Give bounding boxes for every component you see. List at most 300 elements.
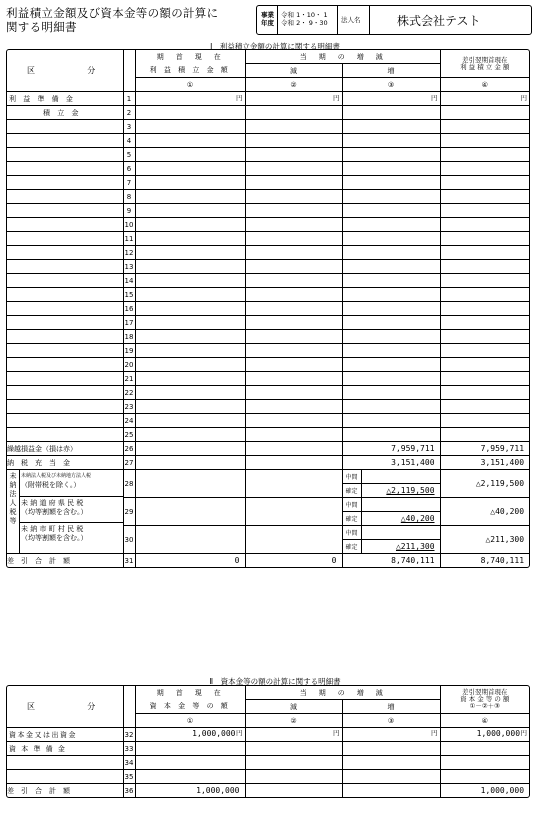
row-label [7, 386, 123, 400]
table-row [7, 316, 529, 330]
row30-chukan-label: 中間 [342, 526, 361, 540]
row-cell-3[interactable] [342, 218, 440, 232]
form-title-line1: 利益積立金額及び資本金等の額の計算に [6, 6, 219, 20]
kubun-header: 区 分 [7, 50, 123, 92]
row-cell-3[interactable] [342, 120, 440, 134]
row-label [7, 372, 123, 386]
row-no: 1 [123, 92, 135, 106]
row28-label: 未納法人税及び未納地方法人税 （附帯税を除く。） [21, 473, 92, 489]
row-cell-4[interactable] [440, 742, 529, 756]
row-cell-2[interactable] [245, 120, 342, 134]
row-label [7, 162, 123, 176]
row-cell-1[interactable] [135, 232, 245, 246]
row-cell-4[interactable] [440, 190, 529, 204]
row-cell-2[interactable] [245, 106, 342, 120]
row-cell-3[interactable] [342, 176, 440, 190]
section1-table [6, 49, 530, 568]
row27-no: 27 [123, 456, 135, 470]
row-cell-3[interactable] [342, 400, 440, 414]
row-label: 資 本 準 備 金 [7, 742, 123, 756]
yen-unit: 円 [236, 94, 243, 102]
table-row [7, 274, 529, 288]
table-row [7, 148, 529, 162]
row-no: 7 [123, 176, 135, 190]
row-label [7, 330, 123, 344]
row-cell-1[interactable] [135, 400, 245, 414]
row-label [7, 288, 123, 302]
row-label [7, 120, 123, 134]
table-row [7, 428, 529, 442]
period-to: 令和 2・ 9・30 [281, 19, 328, 27]
row-cell-3[interactable] [342, 316, 440, 330]
row-cell-4[interactable] [440, 756, 529, 770]
table-row [7, 742, 529, 756]
row-cell-4[interactable] [440, 260, 529, 274]
row-label [7, 176, 123, 190]
row-no: 25 [123, 428, 135, 442]
row-cell-1[interactable] [135, 274, 245, 288]
row-label: 利 益 準 備 金 [7, 92, 123, 106]
row29-c4[interactable]: △40,200 [440, 498, 529, 526]
row-cell-1[interactable] [135, 428, 245, 442]
table-row [7, 330, 529, 344]
row-cell-4[interactable] [440, 246, 529, 260]
row-cell-4[interactable] [440, 344, 529, 358]
s2-opening-header-1: 期 首 現 在 [135, 686, 245, 700]
row30-kakutei-label: 確定 [342, 540, 361, 554]
yen-unit: 円 [431, 729, 438, 737]
period-field[interactable] [281, 11, 328, 27]
row-no: 24 [123, 414, 135, 428]
row-cell-1[interactable] [135, 134, 245, 148]
s2-closing-header: 差引翌期首現在 資 本 金 等 の 額 ①－②＋③ [440, 686, 529, 714]
row-cell-2[interactable] [245, 302, 342, 316]
row-no: 34 [123, 756, 135, 770]
increase-header: 増 [342, 64, 440, 78]
row-cell-2[interactable] [245, 274, 342, 288]
s2-kubun-header: 区 分 [7, 686, 123, 728]
row-cell-2[interactable] [245, 770, 342, 784]
s2-opening-header-2: 資 本 金 等 の 額 [135, 700, 245, 714]
row-no: 10 [123, 218, 135, 232]
circ-2: ② [245, 78, 342, 92]
row-cell-1[interactable] [135, 344, 245, 358]
row-cell-2[interactable] [245, 204, 342, 218]
row-cell-4[interactable] [440, 414, 529, 428]
row29-c2[interactable] [245, 498, 342, 526]
row27-c2[interactable] [245, 456, 342, 470]
row-cell-1[interactable] [135, 120, 245, 134]
row-cell-1[interactable] [135, 260, 245, 274]
row-no: 19 [123, 344, 135, 358]
row-no: 6 [123, 162, 135, 176]
table-row [7, 386, 529, 400]
opening-header-1: 期 首 現 在 [135, 50, 245, 64]
row-cell-2[interactable] [245, 232, 342, 246]
s2-circ-1: ① [135, 714, 245, 728]
change-header: 当 期 の 増 減 [245, 50, 440, 64]
table-row [7, 728, 529, 742]
row-label [7, 204, 123, 218]
row-cell-4[interactable] [440, 386, 529, 400]
row-cell-3[interactable] [342, 190, 440, 204]
row30-no: 30 [123, 526, 135, 554]
row31-c2[interactable]: 0 [245, 554, 342, 568]
row-cell-2[interactable] [245, 218, 342, 232]
row29-c1[interactable] [135, 498, 245, 526]
table-row [7, 400, 529, 414]
row30-chukan-value[interactable] [361, 526, 440, 540]
row-cell-1[interactable] [135, 190, 245, 204]
row-cell-1[interactable] [135, 742, 245, 756]
row-cell-4[interactable] [440, 106, 529, 120]
row-label [7, 218, 123, 232]
row31-c4[interactable]: 8,740,111 [440, 554, 529, 568]
row-cell-3[interactable] [342, 204, 440, 218]
row-no: 20 [123, 358, 135, 372]
row-label [7, 274, 123, 288]
table-row [7, 260, 529, 274]
yen-unit: 円 [520, 94, 528, 102]
row-cell-4[interactable] [440, 728, 529, 742]
table-row [7, 120, 529, 134]
s2-no-col-header [123, 686, 135, 728]
yen-unit: 円 [236, 729, 243, 737]
row26-label: 繰越損益金（損は赤） [7, 442, 123, 456]
row-cell-1[interactable] [135, 728, 245, 742]
row-label: 資本金又は出資金 [7, 728, 123, 742]
table-row [7, 302, 529, 316]
row-cell-2[interactable] [245, 400, 342, 414]
row-cell-1[interactable] [135, 92, 245, 106]
tax-side-label: 未 納 法 人 税 等 [7, 470, 20, 553]
row-cell-3[interactable] [342, 770, 440, 784]
header-box [256, 5, 532, 35]
row-cell-2[interactable] [245, 428, 342, 442]
row-cell-3[interactable] [342, 274, 440, 288]
row-cell-1[interactable] [135, 372, 245, 386]
amount-value: 1,000,000 [476, 729, 521, 738]
row28-kakutei-value[interactable]: △2,119,500 [361, 484, 440, 498]
s2-circ-4: ④ [440, 714, 529, 728]
row-cell-2[interactable] [245, 742, 342, 756]
row31-c1[interactable]: 0 [135, 554, 245, 568]
tax-group-cell [7, 470, 123, 554]
row29-chukan-label: 中間 [342, 498, 361, 512]
row-cell-1[interactable] [135, 162, 245, 176]
row-cell-4[interactable] [440, 274, 529, 288]
row-cell-4[interactable] [440, 134, 529, 148]
row28-c4[interactable]: △2,119,500 [440, 470, 529, 498]
row-cell-1[interactable] [135, 414, 245, 428]
row-cell-3[interactable] [342, 148, 440, 162]
row-label [7, 344, 123, 358]
row30-kakutei-value[interactable]: △211,300 [361, 540, 440, 554]
row-cell-2[interactable] [245, 728, 342, 742]
row-no: 16 [123, 302, 135, 316]
row26-c2[interactable] [245, 442, 342, 456]
row-cell-4[interactable] [440, 330, 529, 344]
s2-increase-header: 増 [342, 700, 440, 714]
row-cell-2[interactable] [245, 92, 342, 106]
row-cell-3[interactable] [342, 134, 440, 148]
row27-c1[interactable] [135, 456, 245, 470]
row-cell-4[interactable] [440, 204, 529, 218]
row-label [7, 134, 123, 148]
row-cell-1[interactable] [135, 176, 245, 190]
row-cell-3[interactable] [342, 742, 440, 756]
row-label [7, 148, 123, 162]
row36-c4[interactable]: 1,000,000 [440, 784, 529, 798]
row-no: 3 [123, 120, 135, 134]
row-cell-2[interactable] [245, 190, 342, 204]
jigyo-label: 事業 年度 [261, 11, 274, 27]
row-no: 11 [123, 232, 135, 246]
row36-c2[interactable] [245, 784, 342, 798]
row-cell-3[interactable] [342, 372, 440, 386]
row-cell-2[interactable] [245, 414, 342, 428]
row-cell-3[interactable] [342, 288, 440, 302]
period-from: 令和 1・10・ 1 [281, 11, 328, 19]
row-cell-4[interactable] [440, 770, 529, 784]
row-cell-2[interactable] [245, 358, 342, 372]
row27-c3[interactable]: 3,151,400 [342, 456, 440, 470]
row-cell-2[interactable] [245, 386, 342, 400]
row36-label: 差 引 合 計 額 [7, 784, 123, 798]
row-cell-2[interactable] [245, 344, 342, 358]
row-cell-1[interactable] [135, 770, 245, 784]
row26-c3[interactable]: 7,959,711 [342, 442, 440, 456]
row-no: 4 [123, 134, 135, 148]
table-row [7, 288, 529, 302]
row-cell-2[interactable] [245, 372, 342, 386]
row26-no: 26 [123, 442, 135, 456]
row-label: 積 立 金 [7, 106, 123, 120]
row-no: 14 [123, 274, 135, 288]
row27-label: 納 税 充 当 金 [7, 456, 123, 470]
row31-c3[interactable]: 8,740,111 [342, 554, 440, 568]
row29-kakutei-value[interactable]: △40,200 [361, 512, 440, 526]
row-cell-4[interactable] [440, 316, 529, 330]
row-label [7, 770, 123, 784]
row-no: 8 [123, 190, 135, 204]
row-no: 35 [123, 770, 135, 784]
row-cell-3[interactable] [342, 162, 440, 176]
row30-c4[interactable]: △211,300 [440, 526, 529, 554]
row-label [7, 358, 123, 372]
row-cell-3[interactable] [342, 302, 440, 316]
row28-c2[interactable] [245, 470, 342, 498]
row-cell-4[interactable] [440, 428, 529, 442]
row-label [7, 428, 123, 442]
s2-circ-3: ③ [342, 714, 440, 728]
row31-no: 31 [123, 554, 135, 568]
row-label [7, 400, 123, 414]
row-cell-1[interactable] [135, 386, 245, 400]
row-cell-1[interactable] [135, 106, 245, 120]
table-row [7, 176, 529, 190]
row-cell-4[interactable] [440, 372, 529, 386]
row30-label: 未 納 市 町 村 民 税 （均等割額を含む。） [21, 525, 88, 542]
table-row [7, 204, 529, 218]
s2-change-header: 当 期 の 増 減 [245, 686, 440, 700]
row-no: 5 [123, 148, 135, 162]
row-no: 13 [123, 260, 135, 274]
table-row [7, 756, 529, 770]
row-cell-2[interactable] [245, 260, 342, 274]
row-label [7, 756, 123, 770]
row-cell-2[interactable] [245, 756, 342, 770]
row-no: 22 [123, 386, 135, 400]
section2-title: Ⅱ 資本金等の額の計算に関する明細書 [209, 677, 341, 686]
row-cell-3[interactable] [342, 358, 440, 372]
row-cell-3[interactable] [342, 728, 440, 742]
row-cell-2[interactable] [245, 316, 342, 330]
row-cell-3[interactable] [342, 428, 440, 442]
row-cell-3[interactable] [342, 330, 440, 344]
section2-table [6, 685, 530, 798]
row-cell-2[interactable] [245, 246, 342, 260]
row26-c1[interactable] [135, 442, 245, 456]
row-label [7, 302, 123, 316]
row-cell-1[interactable] [135, 148, 245, 162]
no-col-header [123, 50, 135, 92]
row-label [7, 316, 123, 330]
row-cell-2[interactable] [245, 330, 342, 344]
row-no: 9 [123, 204, 135, 218]
opening-header-2: 利 益 積 立 金 額 [135, 64, 245, 78]
closing-header: 差引翌期首現在 利 益 積 立 金 額 [440, 50, 529, 78]
row26-c4[interactable]: 7,959,711 [440, 442, 529, 456]
row-label [7, 414, 123, 428]
table-row [7, 358, 529, 372]
row30-c1[interactable] [135, 526, 245, 554]
row-cell-4[interactable] [440, 288, 529, 302]
row-cell-2[interactable] [245, 134, 342, 148]
row-cell-2[interactable] [245, 162, 342, 176]
row-cell-3[interactable] [342, 756, 440, 770]
row31-label: 差 引 合 計 額 [7, 554, 123, 568]
table-row [7, 106, 529, 120]
amount-value: 1,000,000 [192, 729, 236, 738]
row-cell-3[interactable] [342, 106, 440, 120]
row-cell-3[interactable] [342, 344, 440, 358]
row-cell-1[interactable] [135, 316, 245, 330]
row-cell-4[interactable] [440, 358, 529, 372]
row-no: 32 [123, 728, 135, 742]
s2-decrease-header: 減 [245, 700, 342, 714]
table-row [7, 190, 529, 204]
row-cell-4[interactable] [440, 120, 529, 134]
form-title-line2: 関する明細書 [6, 20, 77, 34]
row-no: 23 [123, 400, 135, 414]
row-cell-4[interactable] [440, 232, 529, 246]
row28-chukan-label: 中間 [342, 470, 361, 484]
row-cell-4[interactable] [440, 176, 529, 190]
row-cell-4[interactable] [440, 400, 529, 414]
circ-4: ④ [440, 78, 529, 92]
row-cell-2[interactable] [245, 288, 342, 302]
table-row [7, 344, 529, 358]
circ-3: ③ [342, 78, 440, 92]
table-row [7, 92, 529, 106]
table-row [7, 162, 529, 176]
row-cell-1[interactable] [135, 246, 245, 260]
row-no: 18 [123, 330, 135, 344]
row-no: 12 [123, 246, 135, 260]
row-cell-2[interactable] [245, 148, 342, 162]
row-label [7, 190, 123, 204]
row-no: 33 [123, 742, 135, 756]
row-cell-1[interactable] [135, 358, 245, 372]
s2-circ-2: ② [245, 714, 342, 728]
row-cell-4[interactable] [440, 162, 529, 176]
row-cell-1[interactable] [135, 218, 245, 232]
row29-no: 29 [123, 498, 135, 526]
row-cell-4[interactable] [440, 148, 529, 162]
row-cell-1[interactable] [135, 204, 245, 218]
row-no: 15 [123, 288, 135, 302]
table-row [7, 246, 529, 260]
row-cell-1[interactable] [135, 302, 245, 316]
row-cell-1[interactable] [135, 756, 245, 770]
row-cell-3[interactable] [342, 260, 440, 274]
corp-name[interactable]: 株式会社テスト [397, 14, 481, 28]
row-no: 17 [123, 316, 135, 330]
table-row [7, 218, 529, 232]
decrease-header: 減 [245, 64, 342, 78]
row-cell-1[interactable] [135, 330, 245, 344]
row30-c2[interactable] [245, 526, 342, 554]
row-label [7, 232, 123, 246]
row29-kakutei-label: 確定 [342, 512, 361, 526]
row36-c3[interactable] [342, 784, 440, 798]
circ-1: ① [135, 78, 245, 92]
row-cell-4[interactable] [440, 302, 529, 316]
row-cell-4[interactable] [440, 92, 529, 106]
yen-unit: 円 [520, 729, 528, 737]
yen-unit: 円 [431, 94, 438, 102]
row-cell-4[interactable] [440, 218, 529, 232]
row-cell-3[interactable] [342, 92, 440, 106]
section1-title: Ⅰ 利益積立金額の計算に関する明細書 [210, 42, 340, 51]
corp-label: 法人名 [341, 16, 361, 24]
row36-c1[interactable]: 1,000,000 [135, 784, 245, 798]
row28-chukan-value[interactable] [361, 470, 440, 484]
row-cell-3[interactable] [342, 246, 440, 260]
row-cell-3[interactable] [342, 414, 440, 428]
form-title [6, 6, 218, 34]
row29-label: 未 納 道 府 県 民 税 （均等割額を含む。） [21, 499, 88, 516]
table-row [7, 414, 529, 428]
yen-unit: 円 [333, 729, 340, 737]
row28-c1[interactable] [135, 470, 245, 498]
table-row [7, 372, 529, 386]
row-no: 21 [123, 372, 135, 386]
row-cell-3[interactable] [342, 386, 440, 400]
yen-unit: 円 [333, 94, 340, 102]
row27-c4[interactable]: 3,151,400 [440, 456, 529, 470]
row-label [7, 246, 123, 260]
row29-chukan-value[interactable] [361, 498, 440, 512]
row36-no: 36 [123, 784, 135, 798]
row-cell-3[interactable] [342, 232, 440, 246]
row-cell-2[interactable] [245, 176, 342, 190]
row-label [7, 260, 123, 274]
table-row [7, 770, 529, 784]
row-cell-1[interactable] [135, 288, 245, 302]
table-row [7, 134, 529, 148]
